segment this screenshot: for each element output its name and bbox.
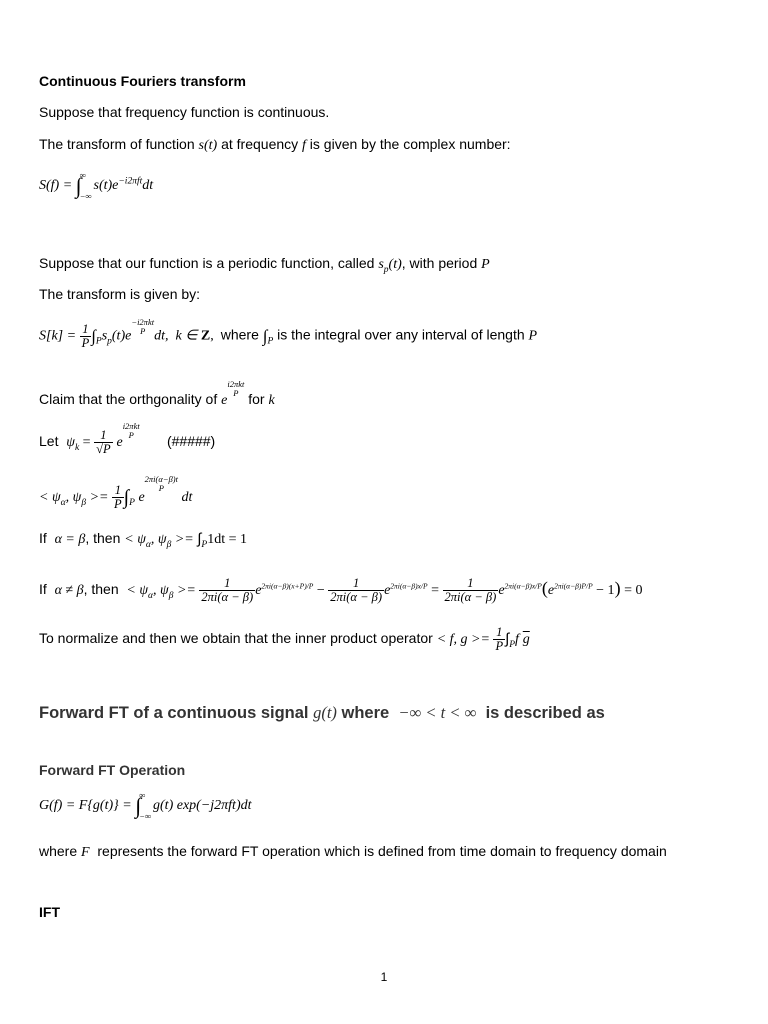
- equation-forward-ft: G(f) = F{g(t)} = ∫ ∞ −∞ g(t) exp(−j2πft)dt: [39, 790, 252, 821]
- claim-text: Claim that the orthgonality of ei2πkt P for k: [39, 379, 275, 408]
- periodic-text: Suppose that our function is a periodic function, called $s_p(t)$, with period P: [39, 255, 490, 275]
- forward-ft-heading: Forward FT of a continuous signal g(t) where −∞ < t < ∞ is described as: [39, 703, 605, 722]
- ift-heading: IFT: [39, 904, 60, 920]
- normalize-text: To normalize and then we obtain that the inner product operator < f, g >= $\frac{1}{P}$ $\int_Pf$ $\overline{g}$: [39, 625, 530, 653]
- forward-ft-operation-heading: Forward FT Operation: [39, 762, 186, 778]
- equation-periodic-transform: S[k] = $\frac{1}{P}$ $\int_Ps_p(t)e-i2\pi kt$ P dt, k ∈ Z, where $\int_P$ is the integral over any interval of length P: [39, 317, 538, 350]
- where-text: where F represents the forward FT operation which is defined from time domain to frequency domain: [39, 843, 667, 860]
- if-equal-case: If α = β, then < $\psi_\alpha$, $\psi_\beta >= \int_P1dt = 1$: [39, 530, 247, 550]
- let-definition: Let $\psi_k$ = $\frac{1}{√P}$ ei2πkt P (#####): [39, 421, 216, 456]
- transform-intro: The transform of function s(t) at frequency f is given by the complex number:: [39, 136, 511, 153]
- equation-inner-product: < $\psi_\alpha$, $\psi_\beta$ >= $\frac{1}{P}$ $\int_P$ e2πi(α−β)t P dt: [39, 474, 193, 512]
- equation-continuous-ft: S(f) = ∫ ∞ −∞ $s(t)e^{-i2\pi ft}dt$: [39, 170, 154, 201]
- page-number: 1: [380, 970, 388, 984]
- section-title: Continuous Fouriers transform: [39, 73, 246, 89]
- if-not-equal-case: If α ≠ β, then < $\psi_\alpha$, $\psi_\beta$ >= $\frac{1}{2\pi i(\alpha - \beta)}$ $e^{2\pi i(\alpha-\beta)(x+P)/P}$ − $\frac{1}{2\pi i(\alpha - \beta)}$ $e^{2\pi i(\alpha-\beta)x/P}$ = $\frac{1}{2\pi i(\alpha - \beta)}$ $e^{2\pi i(\alpha-\beta)x/P}(e^{2\pi i(\alpha-\beta)P/P} - 1) = 0$: [39, 576, 643, 604]
- intro-text: Suppose that frequency function is continuous.: [39, 104, 330, 120]
- transform-given: The transform is given by:: [39, 286, 201, 302]
